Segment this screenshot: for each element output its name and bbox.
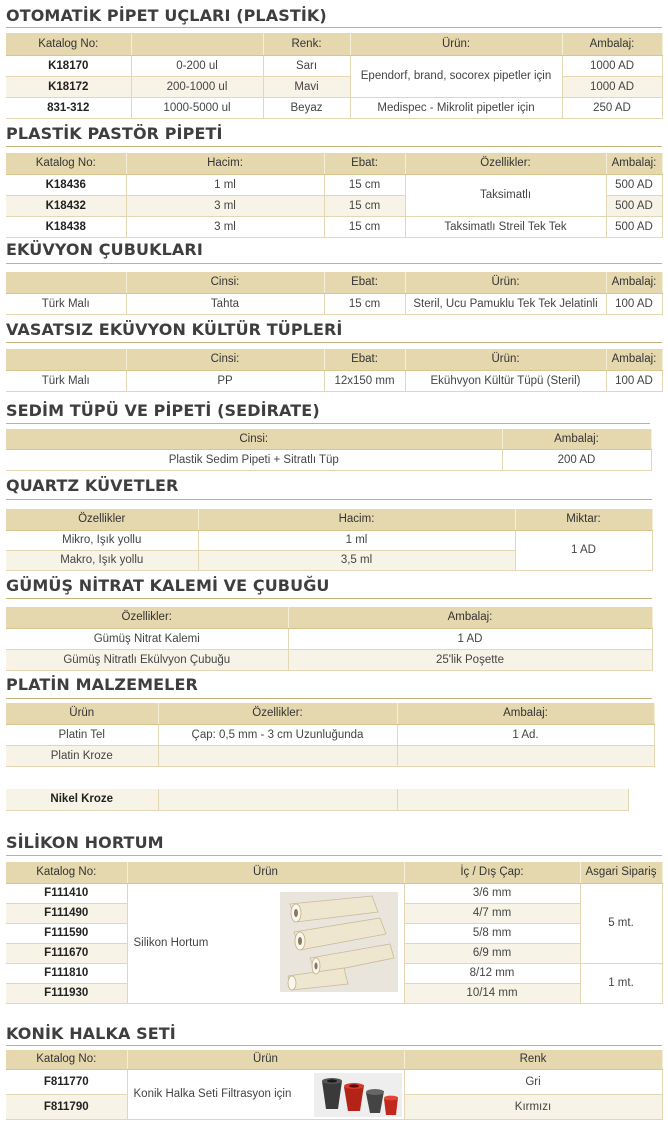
section-title-silikon: SİLİKON HORTUM [6,833,164,852]
katalog-no: F111810 [6,963,127,983]
ebat: 15 cm [324,216,405,237]
ambalaj [397,745,654,766]
section-title-ekuvyon-cubuklari: EKÜVYON ÇUBUKLARI [6,240,203,259]
col-header: Ambalaj: [606,349,662,370]
table-konik-halka [6,1050,663,1120]
katalog-no: F111670 [6,943,127,963]
col-header: İç / Dış Çap: [404,862,580,883]
cinsi: Plastik Sedim Pipeti + Sitratlı Tüp [6,449,502,470]
table-gumus-nitrat [6,607,653,671]
miktar: 1 AD [515,530,652,570]
table-row [6,97,662,118]
urun-cell [127,1069,404,1119]
col-header: Özellikler: [6,607,288,628]
col-header: Cinsi: [6,429,502,449]
col-header: Ambalaj: [288,607,652,628]
cinsi: PP [126,370,324,391]
table-row [6,1069,662,1094]
col-header: Ürün: [405,349,606,370]
mensei: Türk Malı [6,293,126,314]
urun: Ependorf, brand, socorex pipetler için [350,55,562,97]
table-nikel [6,789,629,811]
section-rule [6,499,652,500]
ambalaj: 25'lik Poşette [288,649,652,670]
ozellik: Makro, Işık yollu [6,550,198,570]
section-rule [6,423,650,424]
cinsi: Tahta [126,293,324,314]
ambalaj: 1000 AD [562,55,662,76]
table-row [6,55,662,76]
asgari-siparis: 1 mt. [580,963,662,1003]
table-row [6,76,662,97]
renk: Beyaz [263,97,350,118]
col-header: Ürün [127,862,404,883]
section-title-konik-halka: KONİK HALKA SETİ [6,1024,176,1043]
section-title-pipet-uclari: OTOMATİK PİPET UÇLARI (PLASTİK) [6,6,327,25]
urun: Steril, Ucu Pamuklu Tek Tek Jelatinli [405,293,606,314]
table-row [6,649,652,670]
silicone-hose-photo [280,892,398,992]
table-row [6,789,628,810]
section-title-pastor-pipeti: PLASTİK PASTÖR PİPETİ [6,124,223,143]
ozellik [158,745,397,766]
hacim: 1 ml [126,174,324,195]
section-rule [6,146,662,147]
table-sedim [6,429,652,471]
table-kultur-tupleri [6,349,663,392]
katalog-no: F111590 [6,923,127,943]
katalog-no: F811770 [6,1069,127,1094]
cap: 3/6 mm [404,883,580,903]
cap: 10/14 mm [404,983,580,1003]
section-title-quartz: QUARTZ KÜVETLER [6,476,179,495]
col-header: Ambalaj: [502,429,651,449]
ambalaj: 500 AD [606,195,662,216]
hacim: 3,5 ml [198,550,515,570]
hacim: 0-200 ul [131,55,263,76]
ambalaj [397,789,628,810]
col-header: Hacim: [198,509,515,530]
col-header: Özellikler [6,509,198,530]
col-header: Özellikler: [158,703,397,724]
cap: 4/7 mm [404,903,580,923]
katalog-no: K18172 [6,76,131,97]
ambalaj: 500 AD [606,174,662,195]
hacim: 200-1000 ul [131,76,263,97]
ebat: 15 cm [324,174,405,195]
ebat: 12x150 mm [324,370,405,391]
katalog-no: F111930 [6,983,127,1003]
ambalaj: 1 Ad. [397,724,654,745]
katalog-no: K18432 [6,195,126,216]
ambalaj: 250 AD [562,97,662,118]
col-header: Cinsi: [126,349,324,370]
table-row [6,530,652,550]
col-header: Ebat: [324,349,405,370]
col-header: Hacim: [126,153,324,174]
ozellik [158,789,397,810]
katalog-no: F811790 [6,1094,127,1119]
table-pipet-uclari [6,33,663,119]
table-row [6,628,652,649]
mensei: Türk Malı [6,370,126,391]
section-rule [6,342,662,343]
col-header: Ambalaj: [606,272,662,293]
col-header: Katalog No: [6,1050,127,1069]
hacim: 3 ml [126,195,324,216]
col-header: Ambalaj: [562,33,662,55]
table-silikon [6,862,663,1004]
ozellik: Gümüş Nitrat Kalemi [6,628,288,649]
col-header: Asgari Sipariş [580,862,662,883]
table-row [6,370,662,391]
ambalaj: 1000 AD [562,76,662,97]
katalog-no: 831-312 [6,97,131,118]
katalog-no: K18436 [6,174,126,195]
table-row [6,174,662,195]
katalog-no: K18170 [6,55,131,76]
table-row [6,216,662,237]
renk: Sarı [263,55,350,76]
hacim: 1000-5000 ul [131,97,263,118]
urun: Nikel Kroze [6,789,158,810]
section-title-kultur-tupleri: VASATSIZ EKÜVYON KÜLTÜR TÜPLERİ [6,320,343,339]
col-header: Ürün: [350,33,562,55]
col-header: Ürün [127,1050,404,1069]
col-header: Cinsi: [126,272,324,293]
renk: Gri [404,1069,662,1094]
section-rule [6,598,652,599]
section-title-sedim: SEDİM TÜPÜ VE PİPETİ (SEDİRATE) [6,401,320,420]
ozellik: Taksimatlı [405,174,606,216]
col-header: Renk [404,1050,662,1069]
table-row [6,883,662,903]
col-header: Renk: [263,33,350,55]
ozellik: Mikro, Işık yollu [6,530,198,550]
section-rule [6,698,652,699]
col-header [6,272,126,293]
table-pastor-pipeti [6,153,663,238]
ambalaj: 100 AD [606,293,662,314]
section-rule [6,27,662,28]
ozellik: Taksimatlı Streil Tek Tek [405,216,606,237]
table-quartz [6,509,653,571]
section-rule [6,263,662,264]
urun: Medispec - Mikrolit pipetler için [350,97,562,118]
katalog-no: K18438 [6,216,126,237]
col-header [131,33,263,55]
col-header: Katalog No: [6,33,131,55]
table-platin [6,703,655,767]
urun: Silikon Hortum [133,937,209,949]
urun: Ekühvyon Kültür Tüpü (Steril) [405,370,606,391]
table-ekuvyon-cubuklari [6,272,663,315]
col-header: Ebat: [324,272,405,293]
urun: Platin Tel [6,724,158,745]
section-title-platin: PLATİN MALZEMELER [6,675,198,694]
cap: 8/12 mm [404,963,580,983]
col-header: Ürün [6,703,158,724]
col-header: Ürün: [405,272,606,293]
katalog-no: F111490 [6,903,127,923]
urun: Konik Halka Seti Filtrasyon için [133,1088,292,1100]
table-row [6,724,654,745]
urun: Platin Kroze [6,745,158,766]
col-header: Ambalaj: [397,703,654,724]
ambalaj: 1 AD [288,628,652,649]
hacim: 1 ml [198,530,515,550]
section-rule [6,1045,662,1046]
ebat: 15 cm [324,293,405,314]
ambalaj: 200 AD [502,449,651,470]
table-row [6,293,662,314]
col-header: Katalog No: [6,862,127,883]
col-header: Ebat: [324,153,405,174]
ambalaj: 100 AD [606,370,662,391]
table-row [6,745,654,766]
renk: Mavi [263,76,350,97]
section-title-gumus-nitrat: GÜMÜŞ NİTRAT KALEMİ VE ÇUBUĞU [6,576,330,595]
conical-rings-photo [314,1073,402,1117]
urun-cell [127,883,404,1003]
ozellik: Çap: 0,5 mm - 3 cm Uzunluğunda [158,724,397,745]
col-header [6,349,126,370]
ozellik: Gümüş Nitratlı Ekülvyon Çubuğu [6,649,288,670]
cap: 5/8 mm [404,923,580,943]
katalog-no: F111410 [6,883,127,903]
col-header: Ambalaj: [606,153,662,174]
section-rule [6,855,662,856]
col-header: Miktar: [515,509,652,530]
hacim: 3 ml [126,216,324,237]
renk: Kırmızı [404,1094,662,1119]
cap: 6/9 mm [404,943,580,963]
table-row [6,449,651,470]
col-header: Katalog No: [6,153,126,174]
col-header: Özellikler: [405,153,606,174]
asgari-siparis: 5 mt. [580,883,662,963]
ambalaj: 500 AD [606,216,662,237]
ebat: 15 cm [324,195,405,216]
